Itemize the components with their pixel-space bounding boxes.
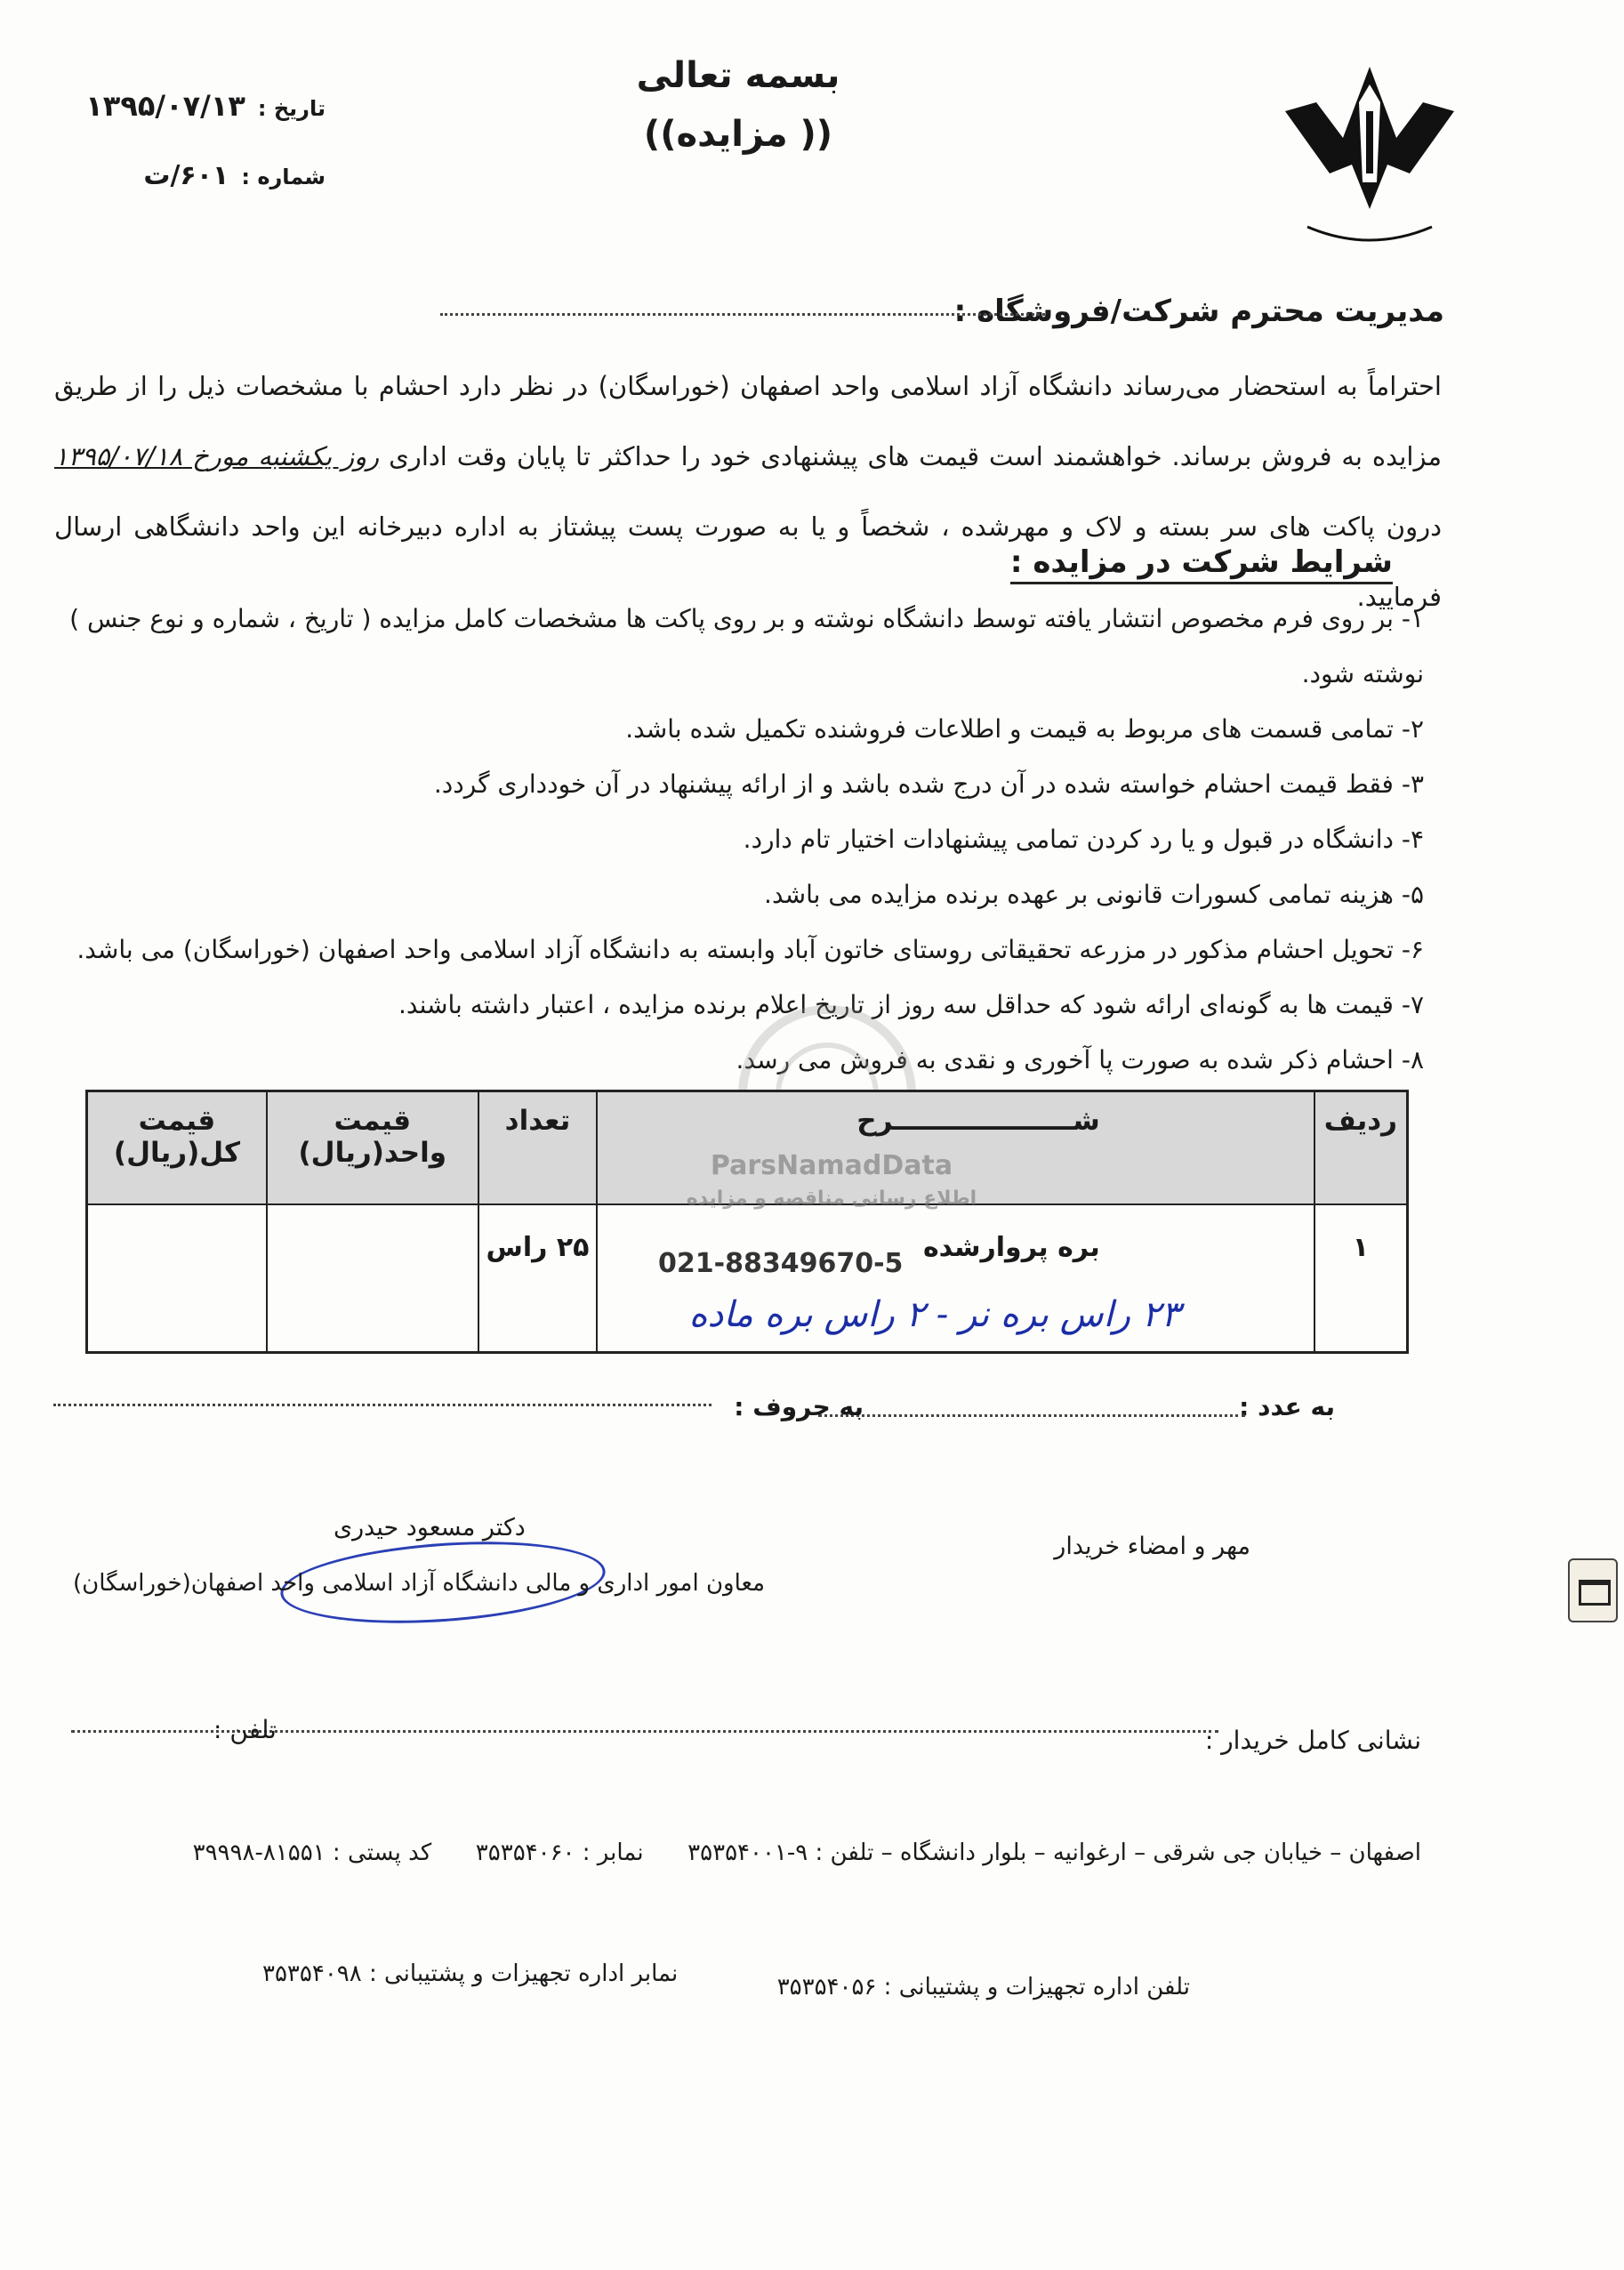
- condition-item: ۵- هزینه تمامی کسورات قانونی بر عهده برنده مزایده می باشد.: [764, 880, 1424, 909]
- total-by-words-blank[interactable]: [53, 1404, 712, 1406]
- handwritten-note: ۲۳ راس بره نر - ۲ راس بره ماده: [688, 1294, 1180, 1335]
- intro-text-1: احتراماً به استحضار می‌رساند دانشگاه آزاد اسلامی واحد اصفهان (خوراسگان) در نظر دارد احشام با مشخصات ذیل را از طریق مزایده به فروش برساند. خواهشمند است قیمت های پیشنهادی خود را حداکثر تا پایان وقت اداری: [54, 371, 1442, 471]
- conditions-heading: شرایط شرکت در مزایده :: [1010, 544, 1393, 584]
- condition-item: ۴- دانشگاه در قبول و یا رد کردن تمامی پیشنهادات اختیار تام دارد.: [743, 825, 1424, 854]
- signer-name: دکتر مسعود حیدری: [334, 1514, 526, 1542]
- support-fax: نمابر اداره تجهیزات و پشتیبانی : ۳۵۳۵۴۰۹۸: [262, 1960, 679, 1987]
- buyer-address-label: نشانی کامل خریدار :: [1204, 1726, 1421, 1755]
- condition-item: ۲- تمامی قسمت های مربوط به قیمت و اطلاعات فروشنده تکمیل شده باشد.: [625, 714, 1424, 744]
- condition-item: ۸- احشام ذکر شده به صورت پا آخوری و نقدی به فروش می رسد.: [736, 1045, 1424, 1075]
- footer-address: اصفهان – خیابان جی شرقی – ارغوانیه – بلوار دانشگاه – تلفن : ۹-۳۵۳۵۴۰۰۱: [687, 1839, 1421, 1866]
- deadline-text: روز یکشنبه مورخ ۱۳۹۵/۰۷/۱۸: [54, 441, 380, 471]
- page-title: (( مزایده)): [643, 114, 833, 155]
- header-description: شـــــــــــــــــــرح: [597, 1091, 1314, 1205]
- buyer-seal-label: مهر و امضاء خریدار: [1054, 1533, 1250, 1560]
- watermark-brand: ParsNamadData: [710, 1150, 953, 1181]
- watermark-phone: 021-88349670-5: [658, 1248, 904, 1279]
- condition-item: ۱- بر روی فرم مخصوص انتشار یافته توسط دانشگاه نوشته و بر روی پاکت ها مشخصات کامل مزایده ( تاریخ ، شماره و نوع جنس ) نوشته شود.: [69, 604, 1424, 688]
- number-value: ۶۰۱/ت: [143, 160, 229, 191]
- date-label: تاریخ :: [257, 96, 326, 121]
- total-by-words-label: به حروف :: [734, 1392, 864, 1421]
- cell-unit-price[interactable]: [267, 1204, 478, 1353]
- condition-item: ۳- فقط قیمت احشام خواسته شده در آن درج شده باشد و از ارائه پیشنهاد در آن خودداری گردد.: [433, 769, 1424, 799]
- header-quantity: تعداد: [478, 1091, 598, 1205]
- window-icon-glyph: [1579, 1580, 1611, 1606]
- intro-paragraph: [54, 351, 1442, 632]
- footer-postal-code: کد پستی : ۸۱۵۵۱-۳۹۹۹۸: [192, 1839, 432, 1866]
- number-label: شماره :: [241, 165, 326, 189]
- condition-item: ۷- قیمت ها به گونه‌ای ارائه شود که حداقل سه روز از تاریخ اعلام برنده مزایده ، اعتبار داشته باشند.: [398, 990, 1424, 1019]
- addressee-heading: مدیریت محترم شرکت/فروشگاه :: [953, 294, 1444, 329]
- total-by-number-label: به عدد :: [1239, 1392, 1335, 1421]
- footer-address-line: [60, 1839, 1421, 1866]
- number-field: [143, 160, 326, 191]
- item-description: بره پروارشده: [922, 1232, 1100, 1263]
- buyer-phone-label: تلفن :: [213, 1715, 277, 1744]
- header-unit-price: قیمت واحد(ریال): [267, 1091, 478, 1205]
- university-logo-icon: [1281, 49, 1459, 254]
- date-field: [85, 89, 326, 123]
- window-icon[interactable]: [1568, 1558, 1618, 1622]
- cell-row-number: ۱: [1314, 1204, 1408, 1353]
- total-by-number-blank[interactable]: [818, 1414, 1245, 1417]
- date-value: ۱۳۹۵/۰۷/۱۳: [85, 89, 245, 123]
- cell-quantity: ۲۵ راس: [478, 1204, 598, 1353]
- footer-fax: نمابر : ۳۵۳۵۴۰۶۰: [475, 1839, 644, 1866]
- signer-title: معاون امور اداری و مالی دانشگاه آزاد اسلامی واحد اصفهان(خوراسگان): [72, 1570, 765, 1597]
- header-row-number: ردیف: [1314, 1091, 1408, 1205]
- addressee-blank-line: [440, 313, 1045, 316]
- items-table: [85, 1090, 1409, 1354]
- bismillah-heading: بسمه تعالی: [636, 55, 840, 96]
- intro-text-2: درون پاکت های سر بسته و لاک و مهرشده ، شخصاً و یا به صورت پست پیشتاز به اداره دبیرخانه این واحد دانشگاهی ارسال فرمایید.: [54, 511, 1442, 612]
- watermark-subtitle: اطلاع رسانی مناقصه و مزایده: [686, 1187, 977, 1210]
- header-total-price: قیمت کل(ریال): [87, 1091, 267, 1205]
- cell-total-price[interactable]: [87, 1204, 267, 1353]
- support-phone: تلفن اداره تجهیزات و پشتیبانی : ۳۵۳۵۴۰۵۶: [776, 1974, 1190, 2000]
- condition-item: ۶- تحویل احشام مذکور در مزرعه تحقیقاتی روستای خاتون آباد وابسته به دانشگاه آزاد اسلامی واحد اصفهان (خوراسگان) می باشد.: [76, 935, 1424, 964]
